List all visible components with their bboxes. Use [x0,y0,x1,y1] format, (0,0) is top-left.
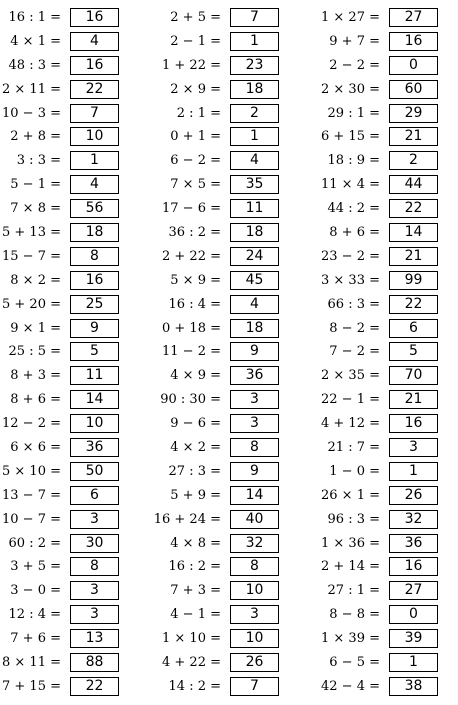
problem-expression: 9 − 6 = [170,416,221,432]
problem-row [160,79,310,103]
problem-row [160,270,310,294]
problem-expression: 7 + 3 = [170,583,221,599]
problem-expression: 2 + 22 = [162,248,221,264]
problem-expression: 4 − 1 = [170,607,221,623]
problem-expression: 7 + 15 = [2,678,61,694]
problem-row [319,580,458,604]
answer-box[interactable]: 22 [70,677,119,696]
problem-row [319,270,458,294]
answer-box[interactable]: 26 [389,486,438,505]
problem-expression: 5 + 20 = [2,296,61,312]
problem-row [153,509,310,533]
problem-row [0,413,150,437]
problem-expression: 2 × 11 = [2,81,61,97]
answer-box[interactable]: 7 [70,104,119,123]
problem-row [160,31,310,55]
problem-row [0,55,150,79]
answer-box[interactable]: 16 [389,414,438,433]
problem-expression: 90 : 30 = [160,392,221,408]
problem-expression: 5 + 13 = [2,225,61,241]
answer-box[interactable]: 26 [230,653,279,672]
problem-row [160,126,310,150]
problem-expression: 5 − 1 = [10,177,61,193]
answer-box[interactable]: 3 [230,605,279,624]
answer-box[interactable]: 25 [70,295,119,314]
problem-row [0,365,150,389]
problem-row [160,246,310,270]
problem-row [160,341,310,365]
answer-box[interactable]: 9 [70,319,119,338]
problem-row [319,604,458,628]
problem-expression: 5 × 10 = [2,463,61,479]
problem-row [160,604,310,628]
problem-expression: 29 : 1 = [327,105,380,121]
problem-expression: 0 + 1 = [170,129,221,145]
problem-row [0,318,150,342]
problem-expression: 2 × 30 = [321,81,380,97]
answer-box[interactable]: 8 [230,438,279,457]
answer-box[interactable]: 3 [70,605,119,624]
problem-expression: 66 : 3 = [327,296,380,312]
problem-row [0,556,150,580]
problem-expression: 2 − 1 = [170,33,221,49]
problem-row [160,556,310,580]
problem-row [160,461,310,485]
problem-row [319,509,458,533]
answer-box[interactable]: 30 [70,534,119,553]
problem-expression: 15 − 7 = [2,248,61,264]
problem-row [0,437,150,461]
answer-box[interactable]: 18 [230,223,279,242]
answer-box[interactable]: 22 [70,80,119,99]
answer-box[interactable]: 56 [70,199,119,218]
problem-expression: 3 : 3 = [16,153,61,169]
problem-row [0,79,150,103]
answer-box[interactable]: 39 [389,629,438,648]
problem-expression: 5 × 9 = [170,272,221,288]
answer-box[interactable]: 44 [389,175,438,194]
problem-row [0,533,150,557]
answer-box[interactable]: 29 [389,104,438,123]
problem-expression: 3 × 33 = [321,272,380,288]
problem-row [160,55,310,79]
problem-row [0,126,150,150]
problem-expression: 10 − 7 = [2,511,61,527]
problem-expression: 16 + 24 = [153,511,221,527]
problem-expression: 9 + 7 = [329,33,380,49]
problem-row [319,55,458,79]
answer-box[interactable]: 16 [389,557,438,576]
answer-box[interactable]: 3 [389,438,438,457]
problem-row [319,628,458,652]
problem-row [319,294,458,318]
answer-box[interactable]: 36 [70,438,119,457]
problem-expression: 2 + 14 = [321,559,380,575]
problem-expression: 5 + 9 = [170,487,221,503]
answer-box[interactable]: 1 [389,462,438,481]
problem-row [319,79,458,103]
problem-expression: 44 : 2 = [327,201,380,217]
answer-box[interactable]: 14 [230,486,279,505]
problem-expression: 96 : 3 = [327,511,380,527]
answer-box[interactable]: 24 [230,247,279,266]
answer-box[interactable]: 21 [389,127,438,146]
problem-expression: 4 + 22 = [162,655,221,671]
problem-expression: 8 − 2 = [329,320,380,336]
problem-expression: 10 − 3 = [2,105,61,121]
problem-row [160,103,310,127]
answer-box[interactable]: 8 [70,557,119,576]
problem-expression: 0 + 18 = [162,320,221,336]
answer-box[interactable]: 99 [389,271,438,290]
problem-expression: 4 × 1 = [10,33,61,49]
answer-box[interactable]: 3 [70,510,119,529]
problem-row [0,604,150,628]
problem-row [160,652,310,676]
problem-row [0,174,150,198]
problem-expression: 8 + 6 = [10,392,61,408]
problem-expression: 2 × 9 = [170,81,221,97]
answer-box[interactable]: 1 [230,127,279,146]
answer-box[interactable]: 10 [230,629,279,648]
problem-expression: 2 − 2 = [329,57,380,73]
answer-box[interactable]: 16 [70,56,119,75]
answer-box[interactable]: 6 [70,486,119,505]
problem-row [319,103,458,127]
problem-expression: 4 × 9 = [170,368,221,384]
problem-expression: 1 × 10 = [162,631,221,647]
answer-box[interactable]: 11 [70,366,119,385]
problem-row [0,294,150,318]
problem-expression: 42 − 4 = [321,678,380,694]
problem-row [160,174,310,198]
problem-row [319,389,458,413]
problem-row [0,198,150,222]
problem-expression: 7 × 8 = [10,201,61,217]
problem-expression: 26 × 1 = [321,487,380,503]
answer-box[interactable]: 32 [230,534,279,553]
answer-box[interactable]: 18 [230,80,279,99]
answer-box[interactable]: 4 [70,175,119,194]
problem-row [319,556,458,580]
answer-box[interactable]: 35 [230,175,279,194]
problem-row [160,198,310,222]
problem-expression: 8 + 3 = [10,368,61,384]
problem-row [319,341,458,365]
problem-row [319,318,458,342]
answer-box[interactable]: 40 [230,510,279,529]
problem-expression: 6 − 2 = [170,153,221,169]
problem-expression: 8 × 11 = [2,655,61,671]
problem-row [319,437,458,461]
problem-row [319,652,458,676]
problem-row [319,413,458,437]
problem-row [0,509,150,533]
problem-expression: 60 : 2 = [8,535,61,551]
problem-row [319,7,458,31]
problem-row [160,533,310,557]
problem-row [160,676,310,700]
answer-box[interactable]: 5 [389,342,438,361]
problem-expression: 9 × 1 = [10,320,61,336]
answer-box[interactable]: 11 [230,199,279,218]
answer-box[interactable]: 13 [70,629,119,648]
answer-box[interactable]: 16 [70,271,119,290]
problem-expression: 6 × 6 = [10,440,61,456]
problem-row [0,676,150,700]
problem-row [319,174,458,198]
problem-row [0,246,150,270]
problem-expression: 1 × 27 = [321,10,380,25]
answer-box[interactable]: 14 [389,223,438,242]
problem-row [0,389,150,413]
problem-row [160,150,310,174]
problem-row [319,676,458,700]
problem-row [160,437,310,461]
problem-expression: 27 : 3 = [168,463,221,479]
answer-box[interactable]: 22 [389,295,438,314]
problem-row [319,365,458,389]
problem-row [160,628,310,652]
problem-expression: 1 × 36 = [321,535,380,551]
answer-box[interactable]: 10 [70,414,119,433]
problem-expression: 7 × 5 = [170,177,221,193]
problem-row [160,7,310,31]
answer-box[interactable]: 5 [70,342,119,361]
problem-column-1 [0,7,150,700]
answer-box[interactable]: 36 [230,366,279,385]
problem-expression: 1 × 39 = [321,631,380,647]
problem-expression: 11 × 4 = [321,177,380,193]
problem-expression: 3 − 0 = [10,583,61,599]
answer-box[interactable]: 60 [389,80,438,99]
problem-row [319,198,458,222]
problem-expression: 22 − 1 = [321,392,380,408]
problem-expression: 3 + 5 = [10,559,61,575]
problem-row [0,222,150,246]
problem-row [0,580,150,604]
answer-box[interactable]: 8 [70,247,119,266]
answer-box[interactable]: 45 [230,271,279,290]
problem-expression: 2 : 1 = [176,105,221,121]
problem-row [0,341,150,365]
answer-box[interactable]: 4 [230,151,279,170]
problem-expression: 7 + 6 = [10,631,61,647]
problem-column-2 [153,7,310,700]
answer-box[interactable]: 21 [389,247,438,266]
answer-box[interactable]: 32 [389,510,438,529]
problem-expression: 4 × 8 = [170,535,221,551]
problem-expression: 4 + 12 = [321,416,380,432]
problem-expression: 12 − 2 = [2,416,61,432]
answer-box[interactable]: 18 [230,319,279,338]
problem-row [319,222,458,246]
answer-box[interactable]: 16 [70,8,119,27]
problem-column-3 [319,7,458,700]
answer-box[interactable]: 18 [70,223,119,242]
answer-box[interactable]: 7 [230,8,279,27]
problem-row [319,126,458,150]
problem-expression: 16 : 4 = [168,296,221,312]
problem-row [160,365,310,389]
problem-row [160,318,310,342]
problem-expression: 1 − 0 = [329,463,380,479]
problem-expression: 14 : 2 = [168,678,221,694]
problem-row [0,652,150,676]
answer-box[interactable]: 2 [230,104,279,123]
problem-row [160,485,310,509]
problem-expression: 7 − 2 = [329,344,380,360]
answer-box[interactable]: 4 [70,32,119,51]
answer-box[interactable]: 2 [389,151,438,170]
answer-box[interactable]: 1 [389,653,438,672]
math-worksheet [0,7,458,697]
answer-box[interactable]: 27 [389,581,438,600]
problem-expression: 18 : 9 = [327,153,380,169]
answer-box[interactable]: 10 [70,127,119,146]
problem-row [319,533,458,557]
problem-row [0,7,150,31]
problem-expression: 25 : 5 = [8,344,61,360]
problem-expression: 11 − 2 = [162,344,221,360]
problem-expression: 48 : 3 = [8,57,61,73]
answer-box[interactable]: 3 [70,581,119,600]
problem-row [0,485,150,509]
problem-expression: 16 : 2 = [168,559,221,575]
problem-expression: 12 : 4 = [8,607,61,623]
answer-box[interactable]: 0 [389,605,438,624]
answer-box[interactable]: 21 [389,390,438,409]
problem-expression: 2 + 8 = [10,129,61,145]
problem-row [0,270,150,294]
problem-expression: 16 : 1 = [8,10,61,25]
answer-box[interactable]: 1 [70,151,119,170]
problem-row [319,461,458,485]
problem-expression: 6 − 5 = [329,655,380,671]
problem-expression: 17 − 6 = [162,201,221,217]
answer-box[interactable]: 10 [230,581,279,600]
problem-expression: 36 : 2 = [168,225,221,241]
problem-row [0,103,150,127]
problem-expression: 13 − 7 = [2,487,61,503]
answer-box[interactable]: 8 [230,557,279,576]
problem-row [319,485,458,509]
problem-expression: 8 + 6 = [329,225,380,241]
problem-row [0,31,150,55]
problem-expression: 2 + 5 = [170,10,221,25]
problem-expression: 1 + 22 = [162,57,221,73]
answer-box[interactable]: 14 [70,390,119,409]
answer-box[interactable]: 50 [70,462,119,481]
problem-row [160,294,310,318]
answer-box[interactable]: 22 [389,199,438,218]
answer-box[interactable]: 36 [389,534,438,553]
problem-row [0,628,150,652]
problem-row [160,580,310,604]
answer-box[interactable]: 4 [230,295,279,314]
answer-box[interactable]: 27 [389,8,438,27]
answer-box[interactable]: 16 [389,32,438,51]
answer-box[interactable]: 6 [389,319,438,338]
problem-expression: 23 − 2 = [321,248,380,264]
answer-box[interactable]: 88 [70,653,119,672]
problem-expression: 21 : 7 = [327,440,380,456]
problem-expression: 4 × 2 = [170,440,221,456]
problem-row [319,31,458,55]
answer-box[interactable]: 1 [230,32,279,51]
problem-row [319,150,458,174]
problem-expression: 6 + 15 = [321,129,380,145]
problem-row [0,150,150,174]
answer-box[interactable]: 9 [230,342,279,361]
answer-box[interactable]: 23 [230,56,279,75]
problem-row [160,413,310,437]
problem-expression: 2 × 35 = [321,368,380,384]
answer-box[interactable]: 38 [389,677,438,696]
problem-row [319,246,458,270]
problem-expression: 8 × 2 = [10,272,61,288]
problem-row [0,461,150,485]
answer-box[interactable]: 7 [230,677,279,696]
answer-box[interactable]: 9 [230,462,279,481]
answer-box[interactable]: 3 [230,390,279,409]
problem-row [160,222,310,246]
problem-expression: 8 − 8 = [329,607,380,623]
answer-box[interactable]: 70 [389,366,438,385]
problem-expression: 27 : 1 = [327,583,380,599]
answer-box[interactable]: 0 [389,56,438,75]
problem-row [160,389,310,413]
answer-box[interactable]: 3 [230,414,279,433]
